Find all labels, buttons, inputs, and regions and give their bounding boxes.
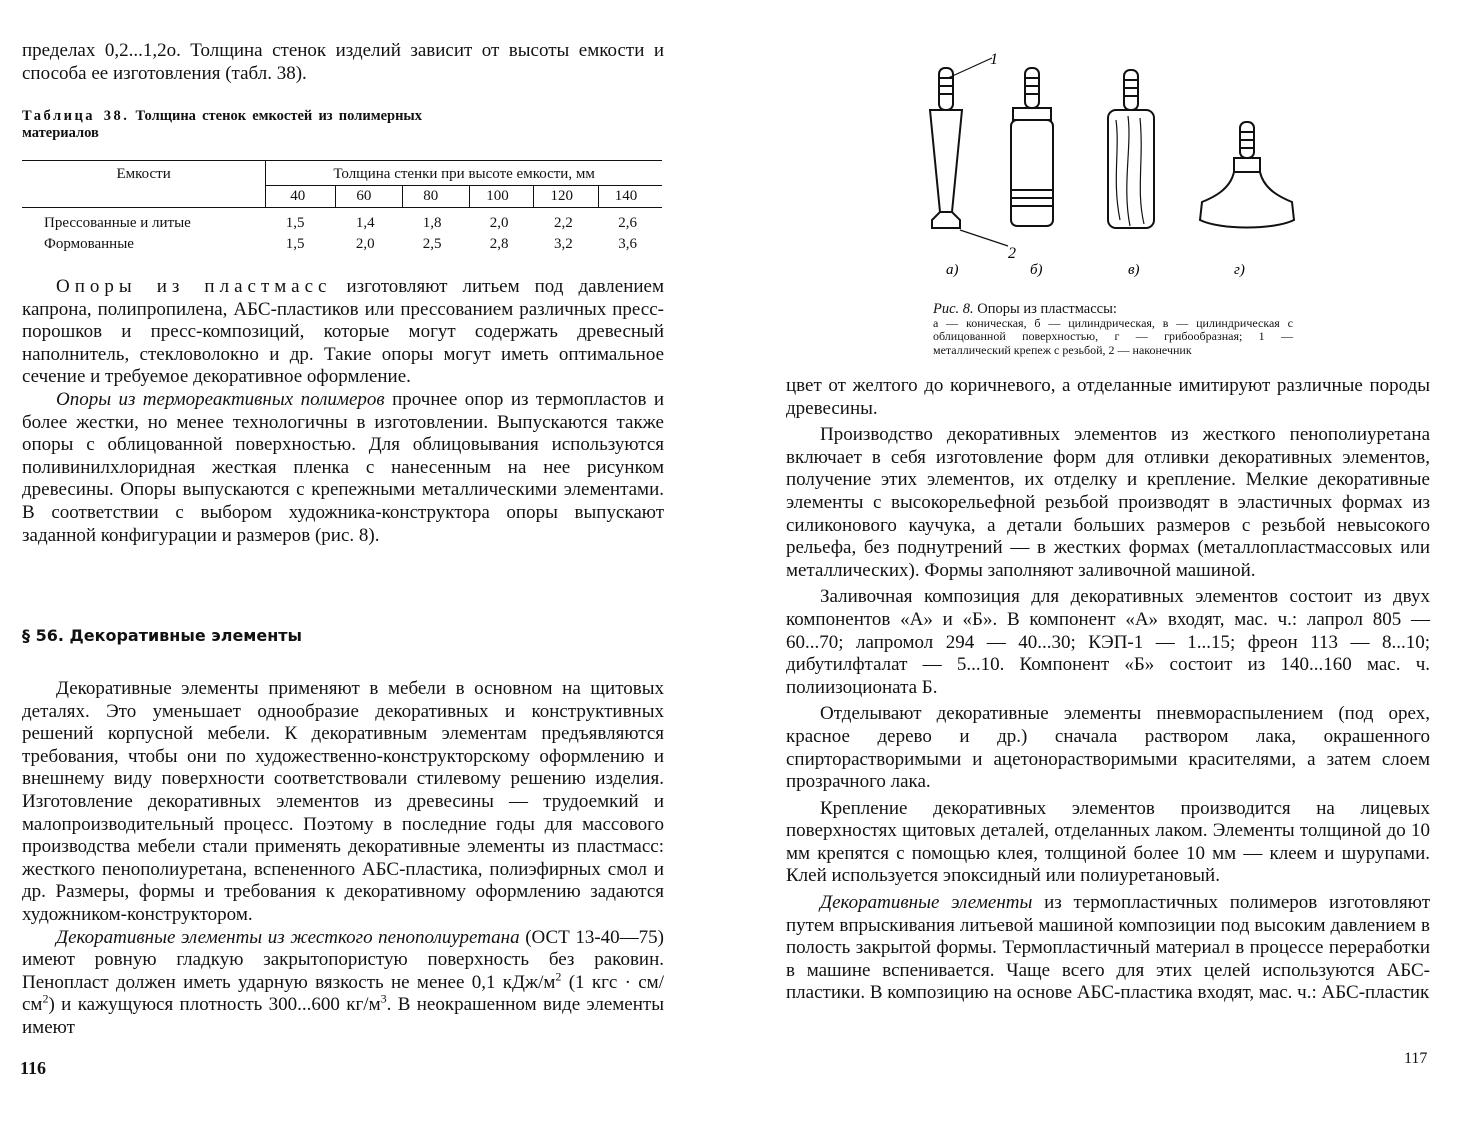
table-title <box>22 108 422 142</box>
cell-value: 3,6 <box>618 236 637 252</box>
height-header: 60 <box>336 186 403 208</box>
figure-supports <box>900 40 1340 290</box>
term-lead: Опоры из термореактивных полимеров <box>56 388 385 410</box>
height-header: 100 <box>470 186 534 208</box>
table-caption: Толщина стенок емкостей из полимерных материалов <box>22 108 423 141</box>
superscript: 2 <box>555 969 562 984</box>
paragraph-decor-elements: Декоративные элементы применяют в мебели в основном на щитовых деталях. Это уменьшает однообразие декоративных и конструктивных решений корпусной мебели. К декоративным элементам предъявляются требования, чтобы они по художественно-конструкторскому оформлению и внешнему виду поверхности соответствовали стилевому решению изделия. Изготовление декоративных элементов из древесины — трудоемкий и малопроизводительный процесс. Поэтому в последние годы для массового производства мебели стали применять декоративные элементы из пластмасс: жесткого пенополиуретана, вспененного АБС-пластика, полиэфирных смол и др. Размеры, формы и требования к декоративному оформлению задаются художником-конструктором. <box>22 678 664 925</box>
caption-body: а — коническая, б — цилиндрическая, в — цилиндрическая с облицованной поверхностью, г — грибообразная; 1 — металлический крепеж с резьбой, 2 — наконечник <box>933 315 1293 357</box>
paragraph-text: . В неокрашенном виде элементы имеют <box>22 994 664 1038</box>
paragraph-finishing: Отделывают декоративные элементы пневмораспылением (под орех, красное дерево и др.) сначала раствором лака, окрашенного спирторастворимыми и ацетонорастворимыми красителями, а затем слоем прозрачного лака. <box>786 703 1430 793</box>
caption-title <box>933 303 1293 317</box>
col-header-group: Толщина стенки при высоте емкости, мм <box>266 161 662 186</box>
cell-value: 1,8 <box>422 215 442 231</box>
cylindrical-support-drawing <box>1011 68 1053 226</box>
table-row <box>22 232 662 253</box>
cell-value: 3,2 <box>553 236 573 252</box>
paragraph-block-supports <box>22 276 664 547</box>
superscript: 2 <box>42 991 49 1006</box>
paragraph-block-decor <box>22 678 664 1040</box>
label-a: а) <box>946 262 959 278</box>
height-header: 40 <box>266 186 336 208</box>
paragraph-composition: Заливочная композиция для декоративных элементов состоит из двух компонентов «А» и «Б». В компонент «А» входят, мас. ч.: лапрол 805 — 60...70; лапромол 294 — 40...30; КЭП-1 — 1...15; фреон 113 — 8...10; дибутилфталат — 5...10. Компонент «Б» состоит из 140...160 мас. ч. полиизоционата Б. <box>786 586 1430 698</box>
col-header-main: Емкости <box>22 161 266 208</box>
section-title: § 56. Декоративные элементы <box>22 626 303 645</box>
superscript: 3 <box>380 991 387 1006</box>
conical-support-drawing <box>930 58 1008 246</box>
figure-caption <box>933 303 1293 357</box>
paragraph-text: ) и кажущуюся плотность 300...600 кг/м <box>48 994 381 1016</box>
paragraph-fastening: Крепление декоративных элементов производится на лицевых поверхностях щитовых деталей, отделанных лаком. Элементы толщиной до 10 мм крепятся с помощью клея, толщиной более 10 мм — клеем и шурупами. Клей используется эпоксидный или полиуретановый. <box>786 797 1430 887</box>
row-name: Формованные <box>44 236 134 252</box>
height-header: 140 <box>614 188 638 204</box>
paragraph-plastic-supports <box>22 276 664 389</box>
callout-2: 2 <box>1008 245 1016 262</box>
page-number: 116 <box>20 1058 47 1078</box>
paragraph-production: Производство декоративных элементов из жесткого пенополиуретана включает в себя изготовление форм для отливки декоративных элементов, получение этих элементов, их отделку и крепление. Мелкие декоративные элементы с высокорельефной резьбой производят в эластичных формах из силиконового каучука, а детали больших размеров с резьбой невысокого рельефа, без поднутрений — в жестких формах (металлопластмассовых или металлических). Формы заполняют заливочной машиной. <box>786 424 1430 581</box>
cell-value: 2,0 <box>355 236 375 252</box>
table-label: Таблица 38. <box>22 108 130 124</box>
height-header: 80 <box>403 186 470 208</box>
term-lead: Декоративные элементы <box>820 892 1033 914</box>
table-row <box>22 208 662 233</box>
row-name: Прессованные и литые <box>44 215 191 231</box>
paragraph-text: (ОСТ 13-40—75) имеют ровную гладкую закрытопористую поверхность без раковин. Пенопласт должен иметь ударную вязкость не менее 0,1 кДж/м <box>22 926 664 993</box>
paragraph-color: цвет от желтого до коричневого, а отделанные имитируют различные породы древесины. <box>786 375 1430 419</box>
cell-value: 2,2 <box>553 215 573 231</box>
paragraph-text: из термопластичных полимеров изготовляют путем впрыскивания литьевой машиной композиции под высоким давлением в полость закрытой формы. Термопластичный материал в процессе переработки в машине вспенивается. Чаще всего для этих целей используются АБС-пластики. В композицию на основе АБС-пластика входят, мас. ч.: АБС-пластик <box>786 892 1430 1004</box>
cell-value: 2,0 <box>489 215 509 231</box>
label-v: в) <box>1128 262 1140 278</box>
cell-value: 1,5 <box>285 236 305 252</box>
cell-value: 2,5 <box>422 236 442 252</box>
cell-value: 1,4 <box>355 215 375 231</box>
paragraph-polyurethane <box>22 927 664 1040</box>
thickness-table <box>22 160 662 253</box>
supports-drawing <box>900 40 1340 290</box>
height-header: 120 <box>534 186 598 208</box>
label-g: г) <box>1234 262 1245 278</box>
callout-1: 1 <box>990 51 998 68</box>
term-lead: Опоры из пластмасс <box>56 276 332 297</box>
term-lead: Декоративные элементы из жесткого пенополиуретана <box>56 926 520 948</box>
cell-value: 2,8 <box>489 236 509 252</box>
cell-value: 1,5 <box>285 215 305 231</box>
paragraph-text: (1 кгс · см/см <box>22 971 664 1016</box>
label-b: б) <box>1030 262 1043 278</box>
cell-value: 2,6 <box>618 215 637 231</box>
paragraph-text: прочнее опор из термопластов и более жестки, но менее технологичны в изготовлении. Выпускаются также опоры с облицованной поверхностью. Для облицовывания используются поливинилхлоридная жесткая пленка с нанесенным на нее рисунком древесины. Опоры выпускаются с крепежными металлическими элементами. В соответствии с выбором художника-конструктора опоры выпускают заданной конфигурации и размеров (рис. 8). <box>22 388 664 546</box>
paragraph-top: пределах 0,2...1,2о. Толщина стенок изделий зависит от высоты емкости и способа ее изготовления (табл. 38). <box>22 40 664 84</box>
veneered-support-drawing <box>1108 70 1154 228</box>
paragraph-text: изготовляют литьем под давлением капрона, полипропилена, АБС-пластиков или прессованием различных пресс-порошков и пресс-композиций, которые могут содержать древесный наполнитель, стекловолокно и др. Такие опоры могут иметь оптимальное сечение и требуемое декоративное оформление. <box>22 276 664 388</box>
right-text-block <box>786 375 1430 1005</box>
page-number: 117 <box>1404 1050 1428 1067</box>
caption-label: Рис. 8. <box>933 301 974 317</box>
mushroom-support-drawing <box>1200 122 1294 228</box>
paragraph-thermoset-supports <box>22 389 664 547</box>
paragraph-thermoplastic <box>786 892 1430 1005</box>
caption-title-text: Опоры из пластмассы: <box>973 301 1117 317</box>
